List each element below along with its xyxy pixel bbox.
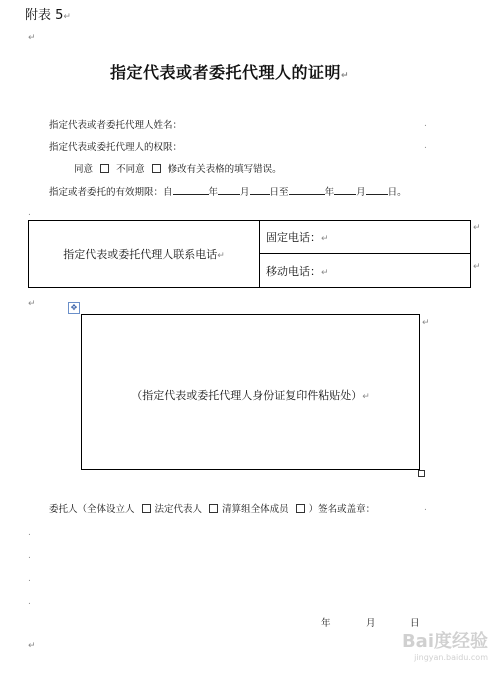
page-title (110, 60, 349, 83)
end-mark: . (28, 551, 31, 561)
end-mark: . (28, 574, 31, 584)
day-end-label: 日。 (387, 187, 407, 198)
paragraph-mark: ↵ (362, 392, 370, 402)
move-anchor-icon[interactable]: ✥ (68, 302, 80, 314)
validity-label: 指定或者委托的有效期限：自 (49, 187, 173, 198)
id-copy-paste-text (82, 387, 419, 403)
paragraph-mark: ↵ (341, 71, 350, 81)
paragraph-mark: ↵ (321, 267, 329, 278)
start-month-blank[interactable] (218, 184, 240, 195)
appendix-label-text: 附表 5 (25, 8, 64, 23)
row-end-mark: ↵ (473, 262, 481, 272)
id-copy-paste-box[interactable] (81, 314, 420, 470)
disagree-label: 不同意 (116, 164, 145, 175)
date-day-label: 日 (410, 618, 420, 629)
paragraph-mark: ↵ (28, 299, 36, 309)
end-mark: . (424, 503, 427, 513)
id-copy-paste-label: （指定代表或委托代理人身份证复印件粘贴处） (131, 389, 363, 402)
start-year-blank[interactable] (173, 184, 209, 195)
signature-line (49, 501, 375, 515)
authority-field-label: 指定代表或委托代理人的权限： (49, 142, 183, 153)
resize-handle[interactable] (418, 470, 425, 477)
end-year-blank[interactable] (289, 184, 325, 195)
mobile-phone-label: 移动电话： (266, 264, 321, 278)
end-mark: . (28, 208, 31, 218)
start-day-blank[interactable] (250, 184, 270, 195)
sign-label: ）签名或盖章： (308, 504, 376, 515)
agree-label: 同意 (74, 164, 94, 175)
end-day-blank[interactable] (366, 184, 388, 195)
authority-options (74, 161, 282, 175)
legal-rep-checkbox[interactable] (142, 504, 151, 513)
day-to-label: 日至 (269, 187, 289, 198)
legal-rep-label: 法定代表人 (154, 504, 203, 515)
month-label: 月 (240, 187, 250, 198)
appendix-label (25, 4, 71, 23)
year-label: 年 (208, 187, 219, 198)
paragraph-mark: ↵ (321, 234, 329, 244)
paragraph-mark: ↵ (28, 33, 36, 43)
baidu-watermark-logo (402, 627, 488, 662)
page-title-text: 指定代表或者委托代理人的证明 (110, 63, 342, 82)
liquidation-label: 清算组全体成员 (222, 504, 289, 515)
paragraph-mark: ↵ (217, 251, 225, 261)
paragraph-mark: ↵ (28, 641, 36, 651)
end-mark: . (424, 119, 427, 129)
paragraph-mark: ↵ (422, 318, 430, 328)
fixed-phone-label: 固定电话： (266, 231, 321, 244)
correct-errors-label: 修改有关表格的填写错误。 (167, 164, 282, 175)
watermark-sub: jingyan.baidu.com (414, 653, 488, 662)
contact-label-cell (29, 221, 260, 288)
end-mark: . (28, 528, 31, 538)
validity-period (49, 184, 407, 198)
agree-checkbox[interactable] (100, 164, 109, 173)
end-month-blank[interactable] (334, 184, 356, 195)
row-end-mark: ↵ (473, 223, 481, 233)
fixed-phone-cell[interactable] (260, 221, 471, 254)
date-month-label: 月 (366, 618, 376, 629)
principal-label: 委托人（全体设立人 (49, 504, 135, 515)
correct-errors-checkbox[interactable] (152, 164, 161, 173)
end-mark: . (28, 597, 31, 607)
paragraph-mark: ↵ (63, 12, 71, 22)
end-mark: . (424, 141, 427, 151)
contact-label: 指定代表或委托代理人联系电话 (63, 248, 218, 261)
year-label: 年 (324, 187, 335, 198)
mobile-phone-cell[interactable] (260, 254, 471, 288)
liquidation-checkbox[interactable] (209, 504, 218, 513)
date-year-label: 年 (321, 618, 331, 629)
month-label: 月 (356, 187, 366, 198)
watermark-text: Bai度经验 (401, 631, 488, 652)
name-field-label: 指定代表或者委托代理人姓名： (49, 120, 183, 131)
extra-checkbox[interactable] (296, 504, 305, 513)
contact-table (28, 220, 471, 288)
